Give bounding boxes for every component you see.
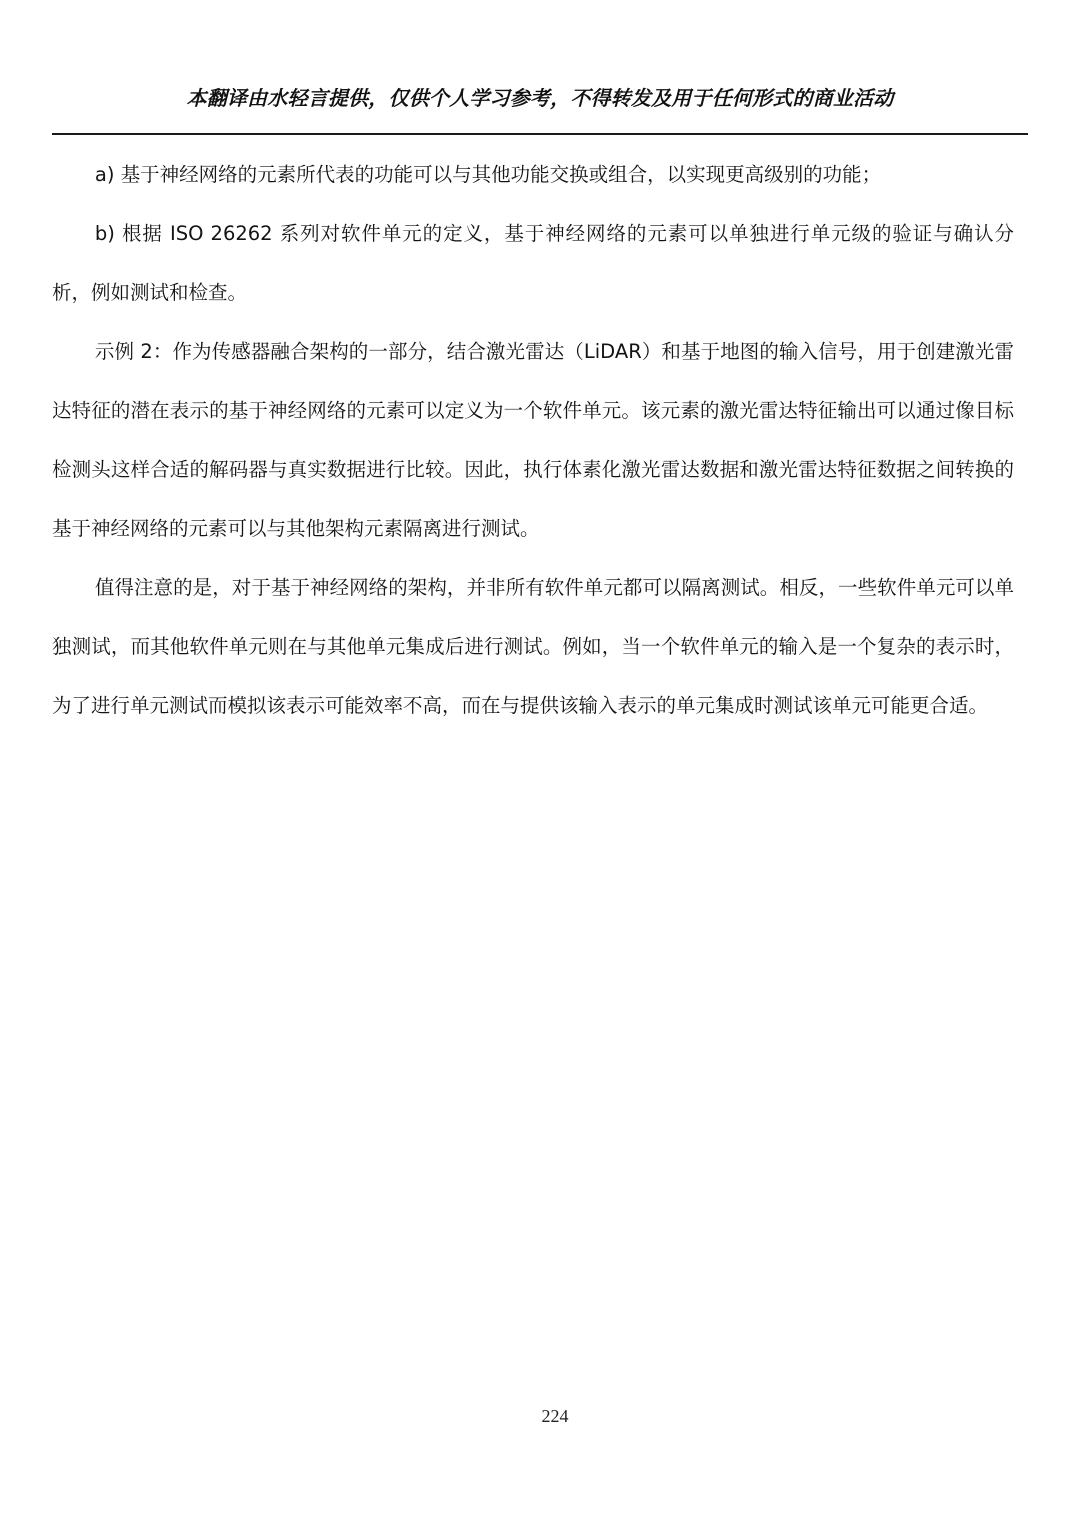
- header-divider: [52, 133, 1028, 135]
- page-header: 本翻译由水轻言提供，仅供个人学习参考，不得转发及用于任何形式的商业活动: [186, 86, 894, 110]
- document-body: [52, 145, 1014, 735]
- paragraph-note: 值得注意的是，对于基于神经网络的架构，并非所有软件单元都可以隔离测试。相反，一些软件单元可以单独测试，而其他软件单元则在与其他单元集成后进行测试。例如，当一个软件单元的输入是一个复杂的表示时，为了进行单元测试而模拟该表示可能效率不高，而在与提供该输入表示的单元集成时测试该单元可能更合适。: [52, 576, 1014, 717]
- paragraph-example-2: 示例 2：作为传感器融合架构的一部分，结合激光雷达（LiDAR）和基于地图的输入信号，用于创建激光雷达特征的潜在表示的基于神经网络的元素可以定义为一个软件单元。该元素的激光雷达特征输出可以通过像目标检测头这样合适的解码器与真实数据进行比较。因此，执行体素化激光雷达数据和激光雷达特征数据之间转换的基于神经网络的元素可以与其他架构元素隔离进行测试。: [52, 340, 1014, 540]
- paragraph-item-a: a) 基于神经网络的元素所代表的功能可以与其他功能交换或组合，以实现更高级别的功能；: [94, 163, 882, 186]
- paragraph-item-b: b) 根据 ISO 26262 系列对软件单元的定义，基于神经网络的元素可以单独进行单元级的验证与确认分析，例如测试和检查。: [52, 222, 1014, 304]
- page-number: 224: [541, 1406, 569, 1426]
